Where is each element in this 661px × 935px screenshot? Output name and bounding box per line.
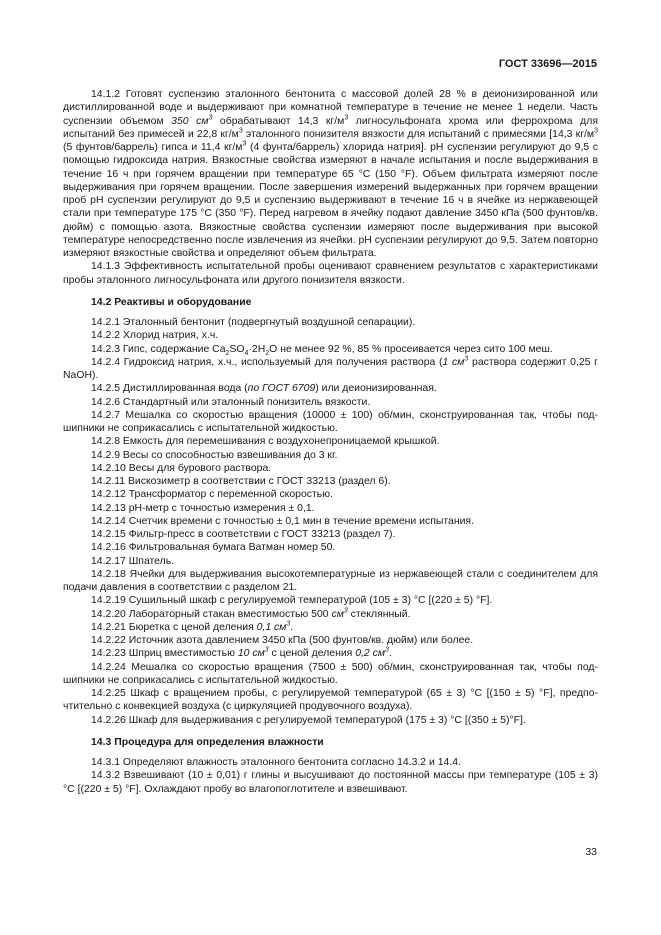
text-run: 14.2.22 Источник азота давлением 3450 кПа (500 фунтов/кв. дюйм) или более. xyxy=(91,635,474,646)
text-run: 14.2.14 Счетчик времени с точностью ± 0,1 мин в течение времени испытания. xyxy=(91,515,474,527)
text-run: 14.2.7 Мешалка со скоростью вращения (10000 ± 100) об/мин, сконструированная так, чтобы подшипники не соприкасались с испытательной жидкостью. xyxy=(63,409,598,434)
superscript: 3 xyxy=(464,355,469,363)
paragraph xyxy=(63,714,598,727)
text-run: 14.2.20 Лабораторный стакан вместимостью 500 xyxy=(91,608,332,620)
paragraph xyxy=(63,555,598,568)
text-run: 14.3 Процедура для определения влажности xyxy=(91,736,324,748)
paragraph xyxy=(63,343,598,356)
paragraph xyxy=(63,608,598,621)
paragraph xyxy=(63,568,598,595)
superscript: 3 xyxy=(242,140,247,148)
document-body xyxy=(63,88,598,796)
subscript: 2 xyxy=(225,349,230,357)
superscript: 3 xyxy=(385,646,389,654)
superscript: 3 xyxy=(344,114,349,122)
paragraph xyxy=(63,541,598,554)
paragraph xyxy=(63,462,598,475)
subscript: 2 xyxy=(265,349,270,357)
text-run: . xyxy=(388,648,392,660)
text-run: 14.3.2 Взвешивают (10 ± 0,01) г глины и высушивают до постоянной массы при температуре (105 ± 3) °C [(220 ± 5) °F]. Охлаждают пробу во влагопоглотителе и взвешивают. xyxy=(63,770,598,795)
text-run: 14.2.24 Мешалка со скоростью вращения (7500 ± 500) об/мин, сконструированная так, чтобы подшипники не соприкасались с испытательной жидкостью. xyxy=(63,661,598,686)
paragraph xyxy=(63,396,598,409)
text-run: 14.2.11 Вискозиметр в соответствии с ГОСТ 33213 (раздел 6). xyxy=(91,476,391,487)
paragraph xyxy=(63,661,598,688)
text-run: 14.2.12 Трансформатор с переменной скоростью. xyxy=(91,489,333,501)
text-run: лигносульфоната хрома или феррохрома для испытаний без примесей и 22,8 кг/м xyxy=(63,115,598,140)
paragraph xyxy=(63,528,598,541)
italic-text: 0,1 см xyxy=(256,621,287,633)
text-run: с ценой деления xyxy=(268,648,356,660)
text-run: 14.2.2 Хлорид натрия, х.ч. xyxy=(91,330,219,342)
text-run: 14.2.16 Фильтровальная бумага Ватман номер 50. xyxy=(91,542,336,554)
superscript: 3 xyxy=(238,127,243,135)
text-run: эталонного понизителя вязкости для испытаний с примесями [14,3 кг/м xyxy=(242,128,595,140)
text-run: 14.2.26 Шкаф для выдерживания с регулируемой температурой (175 ± 3) °C [(350 ± 5)°F]. xyxy=(91,714,526,726)
text-run: 14.2.23 Шприц вместимостью xyxy=(91,648,238,660)
paragraph xyxy=(63,88,598,260)
paragraph xyxy=(63,621,598,634)
text-run: 14.2.3 Гипс, содержание Ca xyxy=(91,343,226,355)
paragraph xyxy=(63,409,598,436)
text-run: 14.2.6 Стандартный или эталонный понизитель вязкости. xyxy=(91,396,371,408)
superscript: 3 xyxy=(208,114,213,122)
text-run: 14.2.25 Шкаф с вращением пробы, с регулируемой температурой (65 ± 3) °C [(150 ± 5) °F], предпочтительно с конвекцией воздуха (с циркуляцией продувочного воздуха). xyxy=(63,688,598,713)
text-run: обрабатывают 14,3 кг/м xyxy=(212,115,345,127)
superscript: 3 xyxy=(264,646,269,654)
text-run: (5 фунтов/баррель) гипса и 11,4 кг/м xyxy=(63,142,243,153)
paragraph xyxy=(63,316,598,329)
italic-text: см xyxy=(331,608,344,620)
document-header-id: ГОСТ 33696—2015 xyxy=(498,58,597,70)
paragraph xyxy=(63,594,598,607)
text-run: ) или деионизированная. xyxy=(315,383,437,395)
text-run: стеклянный. xyxy=(347,608,411,620)
text-run: 14.2 Реактивы и оборудование xyxy=(91,296,252,308)
text-run: 14.1.2 Готовят суспензию эталонного бентонита с массовой долей 28 % в деионизированной или дистиллированной воде и выдерживают при комнатной температуре в течение не менее 1 недели. Часть суспензии объемом xyxy=(63,89,598,127)
text-run: (4 фунта/баррель) хлорида натрия]. pH суспензии регулируют до 9,5 с помощью гидроксида натрия. Вязкостные свойства измеряют в начале испытания и после выдерживания в течение 16 ч при горячем вращении при температуре 65 °C (150 °F). Объем фильтрата измеряют после выдерживания при горячем вращении. После завершения измерений выдержанных при горячем вращении проб pH суспензии регулируют до 9,5 и суспензию выдерживают в течение 16 ч в ячейке из нержавеющей стали при температуре 175 °C (350 °F). Перед нагревом в ячейку подают давление 3450 кПа (500 фунтов/кв. дюйм) с помощью азота. Вязкостные свойства суспензии измеряют после выдерживания при высокой температуре непосредственно после извлечения из ячейки. pH суспензии регулируют до 9,5. Затем повторно измеряют вязкостные свойства и определяют объем фильтрата. xyxy=(63,142,598,259)
paragraph xyxy=(63,356,598,383)
text-run: 14.2.19 Сушильный шкаф с регулируемой температурой (105 ± 3) °C [(220 ± 5) °F]. xyxy=(91,595,493,607)
section-heading xyxy=(63,296,598,309)
text-run: 14.2.4 Гидроксид натрия, х.ч., используемый для получения раствора ( xyxy=(91,356,443,368)
text-run: 14.2.17 Шпатель. xyxy=(91,555,175,567)
paragraph xyxy=(63,769,598,796)
superscript: 3 xyxy=(594,127,598,135)
italic-text: 0,2 см xyxy=(355,648,386,660)
text-run: 14.2.13 pH-метр с точностью измерения ± 0,1. xyxy=(91,502,315,514)
paragraph xyxy=(63,382,598,395)
text-run: раствора содержит 0,25 г NaOH). xyxy=(63,356,598,381)
text-run: 14.2.21 Бюретка с ценой деления xyxy=(91,621,257,633)
paragraph xyxy=(63,502,598,515)
page-number: 33 xyxy=(585,846,597,858)
paragraph xyxy=(63,687,598,714)
text-run: 14.2.5 Дистиллированная вода ( xyxy=(91,383,248,395)
paragraph xyxy=(63,329,598,342)
italic-text: 1 см xyxy=(442,356,465,368)
text-run: O не менее 92 %, 85 % просеивается через сито 100 меш. xyxy=(269,343,553,355)
paragraph xyxy=(63,260,598,287)
superscript: 3 xyxy=(343,607,348,615)
text-run: 14.2.18 Ячейки для выдерживания высокотемпературные из нержавеющей стали с соединителем для подачи давления в соответствии с разделом 21. xyxy=(63,568,598,593)
text-run: 14.2.15 Фильтр-пресс в соответствии с ГОСТ 33213 (раздел 7). xyxy=(91,529,396,540)
paragraph xyxy=(63,647,598,660)
text-run: 14.2.10 Весы для бурового раствора. xyxy=(91,462,272,474)
text-run: 14.2.8 Емкость для перемешивания с воздухонепроницаемой крышкой. xyxy=(91,436,440,448)
text-run: SO xyxy=(229,343,245,355)
paragraph xyxy=(63,449,598,462)
text-run: 14.1.3 Эффективность испытательной пробы оценивают сравнением результатов с характеристиками пробы эталонного лигносульфоната или другого понизителя вязкости. xyxy=(63,261,598,286)
italic-text: 10 см xyxy=(237,648,265,660)
paragraph xyxy=(63,488,598,501)
text-run: 14.2.1 Эталонный бентонит (подвергнутый воздушной сепарации). xyxy=(91,317,416,328)
paragraph xyxy=(63,515,598,528)
text-run: . xyxy=(290,621,294,633)
subscript: 4 xyxy=(244,349,249,357)
paragraph xyxy=(63,634,598,647)
text-run: 14.3.1 Определяют влажность эталонного бентонита согласно 14.3.2 и 14.4. xyxy=(91,757,461,768)
italic-text: по ГОСТ 6709 xyxy=(247,383,316,395)
paragraph xyxy=(63,475,598,488)
paragraph xyxy=(63,435,598,448)
superscript: 3 xyxy=(286,620,291,628)
text-run: 14.2.9 Весы со способностью взвешивания до 3 кг. xyxy=(91,449,338,461)
section-heading xyxy=(63,736,598,749)
paragraph xyxy=(63,756,598,769)
text-run: ·2H xyxy=(248,343,266,355)
italic-text: 350 см xyxy=(171,115,209,127)
